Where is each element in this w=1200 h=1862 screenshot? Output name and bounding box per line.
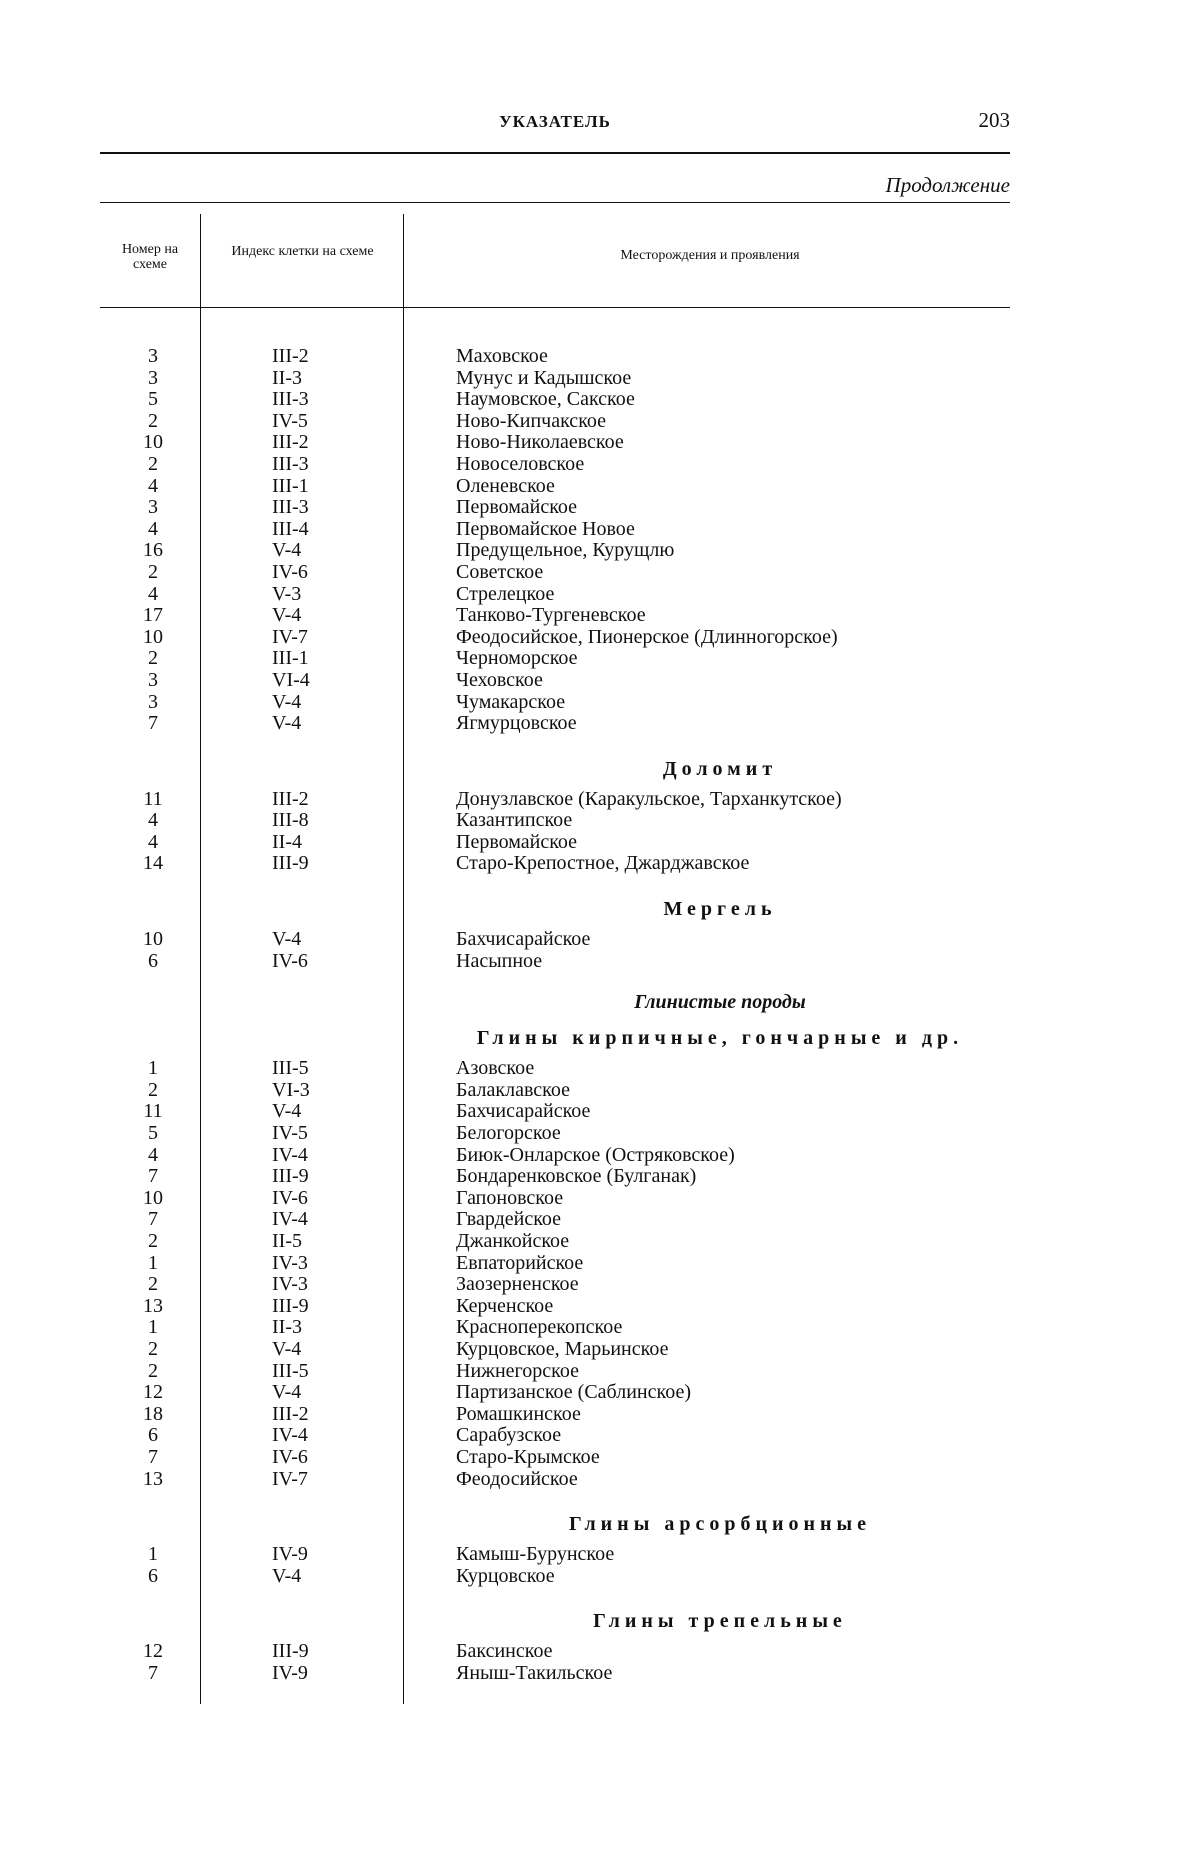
table-row: [100, 368, 1010, 390]
row-cell-index: IV-6: [272, 560, 308, 583]
table-row: [100, 346, 1010, 368]
row-number: 10: [143, 928, 163, 951]
row-cell-index: IV-4: [272, 1424, 308, 1447]
row-cell-index: II-3: [272, 366, 302, 389]
row-deposit-name: Курцовское: [456, 1564, 555, 1587]
table-row: [100, 1404, 1010, 1426]
table-row: [100, 1209, 1010, 1231]
row-number: 2: [148, 1230, 158, 1252]
row-deposit-name: Заозерненское: [456, 1273, 579, 1296]
table-row: [100, 454, 1010, 476]
row-cell-index: IV-7: [272, 625, 308, 648]
table-row: [100, 389, 1010, 411]
table-row: [100, 1188, 1010, 1210]
row-number: 5: [148, 388, 158, 411]
running-head: [100, 108, 1010, 140]
row-deposit-name: Донузлавское (Каракульское, Тарханкутское): [456, 787, 842, 810]
table-row: [100, 519, 1010, 541]
row-number: 3: [148, 345, 158, 367]
row-deposit-name: Джанкойское: [456, 1230, 570, 1252]
table-row: [100, 1296, 1010, 1318]
row-number: 12: [143, 1640, 163, 1663]
row-cell-index: III-1: [272, 474, 309, 497]
row-deposit-name: Балаклавское: [456, 1078, 570, 1101]
row-cell-index: IV-4: [272, 1143, 308, 1166]
row-deposit-name: Танково-Тургеневское: [456, 604, 646, 627]
row-number: 2: [148, 1273, 158, 1296]
row-cell-index: V-4: [272, 690, 302, 713]
row-number: 4: [148, 517, 158, 540]
row-deposit-name: Чеховское: [456, 668, 543, 691]
header-rule: [100, 152, 1010, 154]
row-cell-index: III-9: [272, 1165, 309, 1188]
column-header-deposits: Месторождения и проявления: [620, 248, 800, 263]
row-deposit-name: Гапоновское: [456, 1186, 564, 1209]
row-cell-index: V-4: [272, 1381, 302, 1404]
table-row: [100, 411, 1010, 433]
row-deposit-name: Белогорское: [456, 1122, 561, 1145]
row-cell-index: III-5: [272, 1057, 309, 1080]
row-deposit-name: Ново-Николаевское: [456, 431, 624, 454]
row-number: 2: [148, 1078, 158, 1101]
table-head-top-rule: [100, 202, 1010, 203]
row-number: 7: [148, 1445, 158, 1468]
running-title: УКАЗАТЕЛЬ: [499, 112, 611, 131]
row-deposit-name: Феодосийское: [456, 1467, 578, 1490]
row-deposit-name: Азовское: [456, 1057, 535, 1080]
row-deposit-name: Керченское: [456, 1294, 554, 1317]
row-cell-index: III-3: [272, 452, 309, 475]
row-cell-index: III-2: [272, 345, 309, 367]
table-row: [100, 929, 1010, 951]
section-heading: Глины кирпичные, гончарные и др.: [476, 1027, 964, 1050]
row-number: 10: [143, 1186, 163, 1209]
row-deposit-name: Ягмурцовское: [456, 712, 577, 735]
row-cell-index: III-4: [272, 517, 309, 540]
row-cell-index: IV-6: [272, 949, 308, 972]
table-row: [100, 476, 1010, 498]
row-number: 11: [143, 1100, 163, 1123]
table-row: [100, 1425, 1010, 1447]
row-number: 3: [148, 690, 158, 713]
row-deposit-name: Наумовское, Сакское: [456, 388, 635, 411]
column-header-number: Номер на схеме: [121, 242, 179, 272]
row-cell-index: IV-9: [272, 1543, 308, 1566]
row-deposit-name: Первомайское: [456, 496, 578, 519]
row-cell-index: IV-3: [272, 1251, 308, 1274]
row-number: 16: [143, 539, 163, 562]
row-number: 13: [143, 1294, 163, 1317]
table-row: [100, 1361, 1010, 1383]
row-deposit-name: Первомайское: [456, 830, 578, 853]
row-cell-index: III-3: [272, 496, 309, 519]
table-row: [100, 1663, 1010, 1685]
row-deposit-name: Сарабузское: [456, 1424, 562, 1447]
row-number: 13: [143, 1467, 163, 1490]
row-cell-index: III-8: [272, 809, 309, 832]
table-row: [100, 670, 1010, 692]
row-cell-index: IV-4: [272, 1208, 308, 1231]
row-deposit-name: Бахчисарайское: [456, 928, 591, 951]
row-number: 11: [143, 787, 163, 810]
row-number: 5: [148, 1122, 158, 1145]
row-cell-index: II-5: [272, 1230, 302, 1252]
section-heading: Глины трепельные: [593, 1610, 847, 1633]
row-deposit-name: Новоселовское: [456, 452, 585, 475]
row-deposit-name: Биюк-Онларское (Остряковское): [456, 1143, 735, 1166]
row-number: 2: [148, 647, 158, 670]
row-cell-index: II-3: [272, 1316, 302, 1339]
row-cell-index: V-4: [272, 539, 302, 562]
row-number: 3: [148, 366, 158, 389]
row-cell-index: V-4: [272, 1564, 302, 1587]
row-number: 4: [148, 1143, 158, 1166]
table-row: [100, 1447, 1010, 1469]
row-deposit-name: Стрелецкое: [456, 582, 555, 605]
row-deposit-name: Бондаренковское (Булганак): [456, 1165, 697, 1188]
row-deposit-name: Старо-Крымское: [456, 1445, 600, 1468]
page-number: 203: [978, 108, 1010, 132]
row-cell-index: V-4: [272, 712, 302, 735]
row-cell-index: IV-7: [272, 1467, 308, 1490]
row-deposit-name: Ромашкинское: [456, 1402, 581, 1425]
group-spacer: [100, 1490, 1010, 1504]
group-spacer: [100, 972, 1010, 986]
row-cell-index: III-2: [272, 431, 309, 454]
table-row: [100, 1123, 1010, 1145]
table-row: [100, 584, 1010, 606]
table-row: [100, 627, 1010, 649]
table-row: [100, 1101, 1010, 1123]
row-cell-index: III-3: [272, 388, 309, 411]
row-cell-index: III-2: [272, 787, 309, 810]
table-row: [100, 648, 1010, 670]
row-number: 6: [148, 1424, 158, 1447]
row-deposit-name: Бахчисарайское: [456, 1100, 591, 1123]
row-cell-index: V-4: [272, 928, 302, 951]
table-row: [100, 1544, 1010, 1566]
row-number: 7: [148, 1165, 158, 1188]
row-deposit-name: Евпаторийское: [456, 1251, 584, 1274]
row-number: 18: [143, 1402, 163, 1425]
row-deposit-name: Ново-Кипчакское: [456, 409, 607, 432]
section-heading: Глинистые породы: [634, 991, 806, 1014]
table-row: [100, 1145, 1010, 1167]
row-number: 1: [148, 1543, 158, 1566]
table-row: [100, 1469, 1010, 1491]
row-deposit-name: Маховское: [456, 345, 548, 367]
row-number: 7: [148, 1661, 158, 1684]
table-row: [100, 1253, 1010, 1275]
column-header-cell-index: Индекс клетки на схеме: [231, 244, 374, 259]
table-head-bottom-rule: [100, 307, 1010, 308]
row-number: 7: [148, 712, 158, 735]
row-cell-index: IV-6: [272, 1186, 308, 1209]
group-spacer: [100, 1587, 1010, 1601]
row-cell-index: VI-3: [272, 1078, 310, 1101]
table-row: [100, 1339, 1010, 1361]
row-number: 17: [143, 604, 163, 627]
row-number: 4: [148, 582, 158, 605]
row-cell-index: V-4: [272, 604, 302, 627]
row-number: 3: [148, 496, 158, 519]
table-row: [100, 432, 1010, 454]
row-deposit-name: Черноморское: [456, 647, 578, 670]
table-row: [100, 1058, 1010, 1080]
row-cell-index: IV-5: [272, 409, 308, 432]
row-number: 3: [148, 668, 158, 691]
continuation-label: Продолжение: [885, 173, 1010, 197]
row-cell-index: II-4: [272, 830, 302, 853]
table-row: [100, 1274, 1010, 1296]
row-cell-index: IV-6: [272, 1445, 308, 1468]
table-body: [100, 346, 1010, 1685]
row-number: 10: [143, 431, 163, 454]
row-deposit-name: Камыш-Бурунское: [456, 1543, 615, 1566]
row-cell-index: III-2: [272, 1402, 309, 1425]
row-deposit-name: Чумакарское: [456, 690, 566, 713]
row-cell-index: III-5: [272, 1359, 309, 1382]
row-number: 10: [143, 625, 163, 648]
row-deposit-name: Гвардейское: [456, 1208, 562, 1231]
section-heading: Доломит: [662, 757, 778, 780]
table-row: [100, 951, 1010, 973]
table-row: [100, 1231, 1010, 1253]
row-deposit-name: Красноперекопское: [456, 1316, 623, 1339]
table-row: [100, 1317, 1010, 1339]
table-row: [100, 1382, 1010, 1404]
table-row: [100, 1080, 1010, 1102]
group-spacer: [100, 875, 1010, 889]
row-deposit-name: Казантипское: [456, 809, 573, 832]
row-cell-index: III-9: [272, 1640, 309, 1663]
table-row: [100, 713, 1010, 735]
row-cell-index: IV-3: [272, 1273, 308, 1296]
row-number: 2: [148, 1337, 158, 1360]
row-number: 12: [143, 1381, 163, 1404]
table-row: [100, 692, 1010, 714]
row-deposit-name: Нижнегорское: [456, 1359, 579, 1382]
table-row: [100, 605, 1010, 627]
table-row: [100, 853, 1010, 875]
table-row: [100, 832, 1010, 854]
row-number: 14: [143, 852, 163, 875]
row-deposit-name: Оленевское: [456, 474, 555, 497]
row-number: 6: [148, 1564, 158, 1587]
row-cell-index: V-4: [272, 1337, 302, 1360]
row-number: 2: [148, 560, 158, 583]
row-cell-index: III-9: [272, 852, 309, 875]
table-row: [100, 810, 1010, 832]
row-deposit-name: Насыпное: [456, 949, 543, 972]
row-cell-index: V-4: [272, 1100, 302, 1123]
row-cell-index: VI-4: [272, 668, 310, 691]
table-row: [100, 540, 1010, 562]
row-cell-index: IV-9: [272, 1661, 308, 1684]
row-number: 1: [148, 1057, 158, 1080]
row-number: 4: [148, 474, 158, 497]
group-spacer: [100, 735, 1010, 749]
row-number: 4: [148, 830, 158, 853]
row-deposit-name: Предущельное, Курущлю: [456, 539, 675, 562]
row-number: 7: [148, 1208, 158, 1231]
table-row: [100, 1566, 1010, 1588]
row-cell-index: IV-5: [272, 1122, 308, 1145]
row-number: 6: [148, 949, 158, 972]
row-deposit-name: Мунус и Кадышское: [456, 366, 632, 389]
row-deposit-name: Яныш-Такильское: [456, 1661, 613, 1684]
row-number: 2: [148, 409, 158, 432]
table-row: [100, 562, 1010, 584]
row-deposit-name: Старо-Крепостное, Джарджавское: [456, 852, 750, 875]
table-row: [100, 789, 1010, 811]
row-cell-index: V-3: [272, 582, 302, 605]
row-number: 2: [148, 452, 158, 475]
table-row: [100, 497, 1010, 519]
row-cell-index: III-1: [272, 647, 309, 670]
row-deposit-name: Первомайское Новое: [456, 517, 635, 540]
row-deposit-name: Партизанское (Саблинское): [456, 1381, 691, 1404]
row-deposit-name: Баксинское: [456, 1640, 553, 1663]
table-row: [100, 1166, 1010, 1188]
row-cell-index: III-9: [272, 1294, 309, 1317]
row-deposit-name: Советское: [456, 560, 544, 583]
section-heading: Мергель: [663, 898, 777, 921]
row-number: 1: [148, 1251, 158, 1274]
section-heading: Глины арсорбционные: [568, 1513, 872, 1536]
row-deposit-name: Курцовское, Марьинское: [456, 1337, 669, 1360]
row-number: 4: [148, 809, 158, 832]
row-deposit-name: Феодосийское, Пионерское (Длинногорское): [456, 625, 838, 648]
table-row: [100, 1641, 1010, 1663]
row-number: 2: [148, 1359, 158, 1382]
row-number: 1: [148, 1316, 158, 1339]
